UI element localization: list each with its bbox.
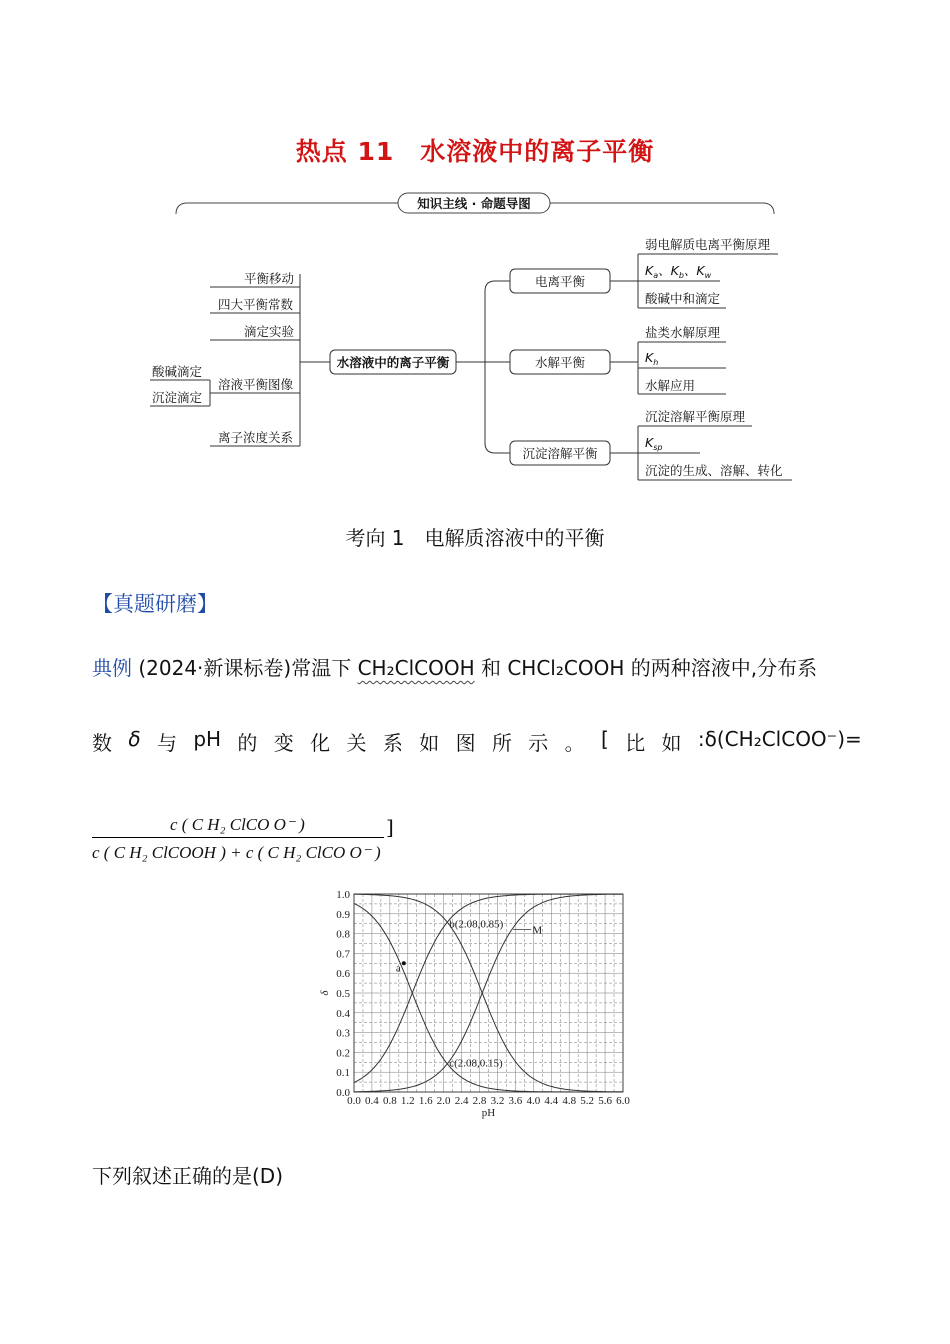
- question-text: 下列叙述正确的是(D): [92, 1164, 284, 1188]
- branch-3-item-2: $K_{sp}$: [645, 435, 663, 452]
- x-tick-label: 4.0: [526, 1095, 541, 1107]
- point-a-label: a: [395, 962, 401, 975]
- branch-2: 水解平衡: [534, 355, 586, 370]
- mind-map: [140, 188, 820, 488]
- left-item-4: 溶液平衡图像: [218, 377, 294, 392]
- point-label: c(2.08,0.15): [449, 1057, 503, 1070]
- page-title: 热点 11 水溶液中的离子平衡: [295, 137, 655, 166]
- y-tick-label: 0.9: [336, 908, 350, 921]
- left-items: [210, 271, 330, 446]
- x-tick-label: 3.6: [508, 1095, 523, 1107]
- example-line-1: 典例 (2024·新课标卷)常温下 CH₂ClCOOH 和 CHCl₂COOH 的两种溶液中,分布系: [92, 656, 818, 680]
- branch-3: 沉淀溶解平衡: [522, 446, 598, 461]
- x-tick-label: 0.0: [347, 1095, 361, 1107]
- y-tick-label: 0.4: [336, 1007, 350, 1020]
- branch-1-item-2: $K_a$、$K_b$、$K_w$: [645, 263, 712, 280]
- left-sub-items: [150, 364, 210, 406]
- point-a-dot: [402, 961, 406, 965]
- y-tick-label: 0.7: [336, 948, 350, 961]
- x-tick-label: 5.2: [580, 1095, 595, 1107]
- branch-2-item-1: 盐类水解原理: [645, 325, 721, 340]
- x-axis-label: pH: [481, 1107, 496, 1119]
- x-tick-label: 1.6: [418, 1095, 433, 1107]
- y-tick-label: 1.0: [336, 889, 350, 901]
- branch-2-item-3: 水解应用: [645, 378, 696, 393]
- banner-text: 知识主线 · 命题导图: [417, 196, 531, 211]
- left-item-2: 四大平衡常数: [218, 297, 294, 312]
- branch-1-item-3: 酸碱中和滴定: [645, 291, 721, 306]
- fraction-denominator: c ( C H₂ ClCOOH ) + c ( C H₂ ClCO O⁻ ): [92, 843, 381, 862]
- left-item-3: 滴定实验: [244, 324, 295, 339]
- x-tick-label: 2.8: [472, 1095, 487, 1107]
- y-tick-label: 0.0: [336, 1087, 350, 1099]
- y-tick-label: 0.8: [336, 928, 350, 941]
- x-tick-label: 1.2: [400, 1095, 415, 1107]
- branch-3-item-1: 沉淀溶解平衡原理: [645, 409, 746, 424]
- x-tick-label: 4.4: [544, 1095, 559, 1107]
- closing-bracket: ]: [386, 815, 394, 839]
- x-tick-label: 6.0: [616, 1095, 630, 1107]
- example-line-2: 数 δ 与 pH 的 变 化 关 系 如 图 所 示 。 [ 比 如 :δ(CH₂ClCOO⁻)=: [92, 727, 862, 755]
- left-sub-2: 沉淀滴定: [152, 390, 203, 405]
- center-node: 水溶液中的离子平衡: [336, 355, 450, 370]
- branch-2-item-2: $K_h$: [645, 350, 659, 367]
- x-tick-label: 0.4: [365, 1095, 379, 1107]
- y-tick-label: 0.3: [336, 1027, 350, 1040]
- x-tick-label: 0.8: [382, 1095, 397, 1107]
- x-tick-label: 2.4: [454, 1095, 469, 1107]
- branch-1-item-1: 弱电解质电离平衡原理: [645, 237, 771, 252]
- fraction-bar: [92, 837, 384, 838]
- x-tick-label: 2.0: [436, 1095, 451, 1107]
- point-label: b(2.08,0.85): [449, 918, 504, 931]
- subsection-label: 【真题研磨】: [92, 592, 218, 616]
- section-title: 考向 1 电解质溶液中的平衡: [345, 526, 605, 550]
- x-tick-label: 4.8: [562, 1095, 577, 1107]
- y-tick-label: 0.5: [336, 988, 350, 1000]
- branch-3-item-3: 沉淀的生成、溶解、转化: [645, 463, 783, 478]
- x-tick-label: 3.2: [490, 1095, 505, 1107]
- chem-1: CH₂ClCOOH: [357, 656, 475, 680]
- example-tag: 典例: [92, 656, 132, 680]
- left-sub-1: 酸碱滴定: [152, 364, 203, 379]
- fraction-numerator: c ( C H₂ ClCO O⁻ ): [170, 815, 305, 834]
- left-item-1: 平衡移动: [244, 271, 295, 286]
- y-tick-label: 0.6: [336, 968, 350, 981]
- y-tick-label: 0.2: [336, 1047, 350, 1060]
- y-axis-label: δ: [319, 990, 331, 996]
- branch-1: 电离平衡: [534, 274, 586, 289]
- left-item-5: 离子浓度关系: [218, 430, 294, 445]
- chem-2: CHCl₂COOH: [507, 656, 625, 680]
- y-tick-label: 0.1: [336, 1067, 350, 1080]
- point-m-label: M: [532, 924, 543, 937]
- distribution-chart: [318, 884, 638, 1124]
- x-tick-label: 5.6: [598, 1095, 612, 1107]
